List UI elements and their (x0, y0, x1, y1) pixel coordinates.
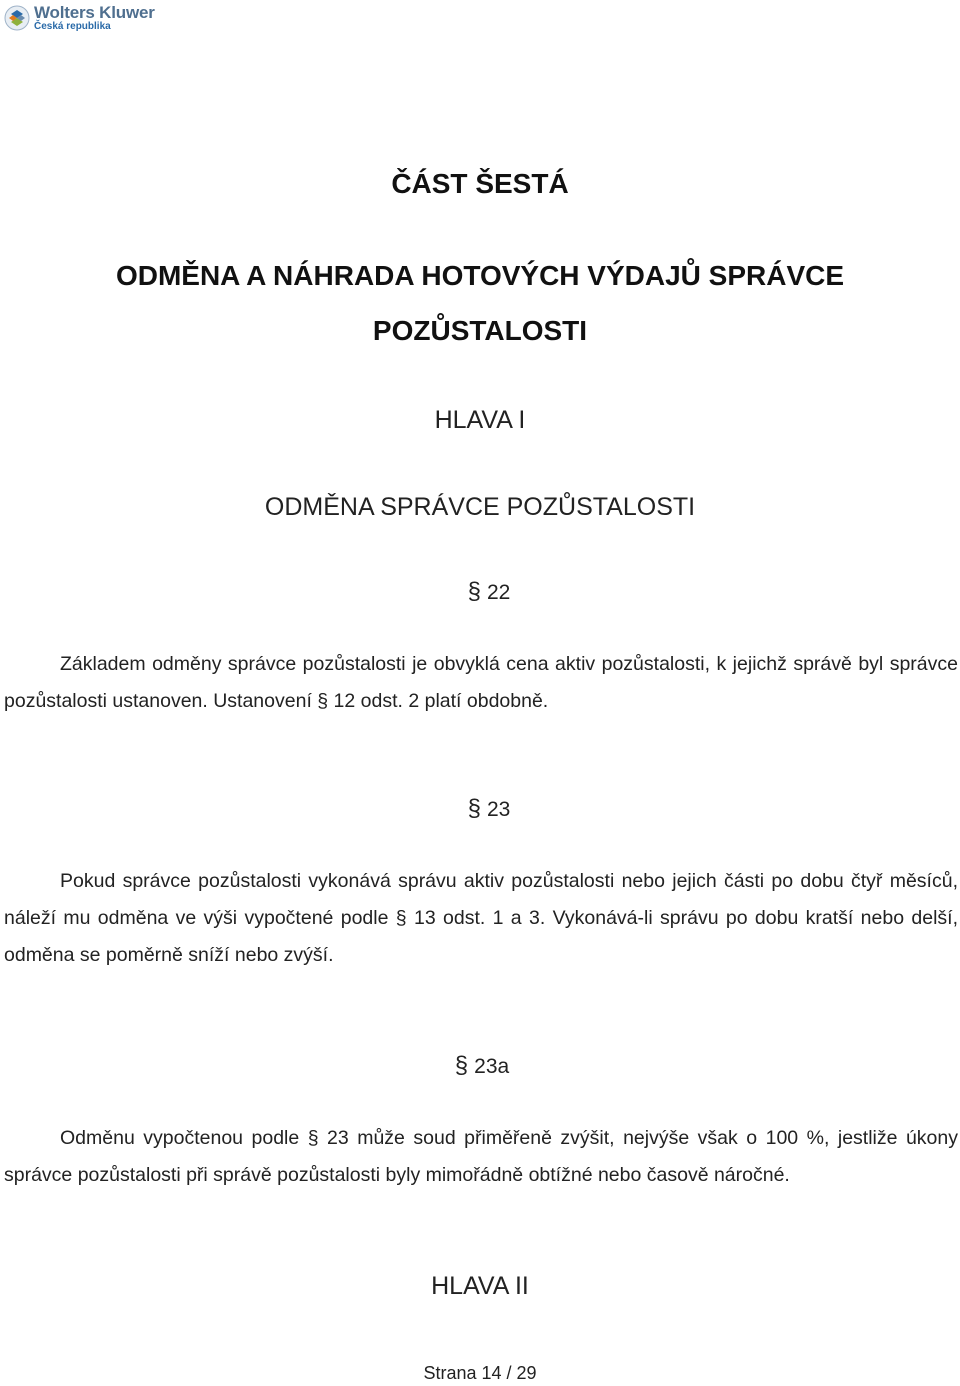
section-23a-body: Odměnu vypočtenou podle § 23 může soud přiměřeně zvýšit, nejvýše však o 100 %, jestliže úkony správce pozůstalosti při správě pozůstalosti byly mimořádně obtížné nebo časově náročné. (4, 1127, 958, 1186)
section-23a-text (4, 1120, 958, 1194)
section-23-heading (9, 795, 960, 823)
section-sign-icon: § (454, 1052, 469, 1079)
section-23a-heading (2, 1052, 960, 1080)
section-sign-icon: § (467, 795, 481, 822)
chapter-2-label: HLAVA II (431, 1272, 529, 1300)
section-22-heading (9, 578, 960, 606)
chapter-1-label: HLAVA I (434, 406, 526, 434)
chapter-1-title: ODMĚNA SPRÁVCE POZŮSTALOSTI (264, 493, 696, 521)
section-23a-number: 23a (474, 1055, 510, 1078)
part-subtitle-line1: ODMĚNA A NÁHRADA HOTOVÝCH VÝDAJŮ SPRÁVCE (115, 260, 845, 291)
section-23-number: 23 (487, 798, 511, 821)
section-22-body: Základem odměny správce pozůstalosti je obvyklá cena aktiv pozůstalosti, k jejichž správě byl správce pozůstalosti ustanoven. Ustanovení § 12 odst. 2 platí obdobně. (4, 653, 958, 712)
page-number: Strana 14 / 29 (423, 1363, 537, 1383)
section-22-number: 22 (487, 581, 511, 604)
wolters-kluwer-logo-icon (4, 5, 30, 31)
section-23-text (4, 863, 958, 974)
part-subtitle-line2: POZŮSTALOSTI (372, 315, 588, 346)
logo-name: Wolters Kluwer (34, 3, 155, 22)
section-sign-icon: § (467, 578, 481, 605)
part-title: ČÁST ŠESTÁ (391, 168, 569, 199)
logo-subtitle: Česká republika (34, 21, 111, 32)
section-22-text (4, 646, 958, 720)
publisher-logo (4, 4, 155, 32)
section-23-body: Pokud správce pozůstalosti vykonává správu aktiv pozůstalosti nebo jejich části po dobu čtyř měsíců, náleží mu odměna ve výši vypočtené podle § 13 odst. 1 a 3. Vykonává-li správu po dobu kratší nebo delší, odměna se poměrně sníží nebo zvýší. (4, 870, 958, 966)
